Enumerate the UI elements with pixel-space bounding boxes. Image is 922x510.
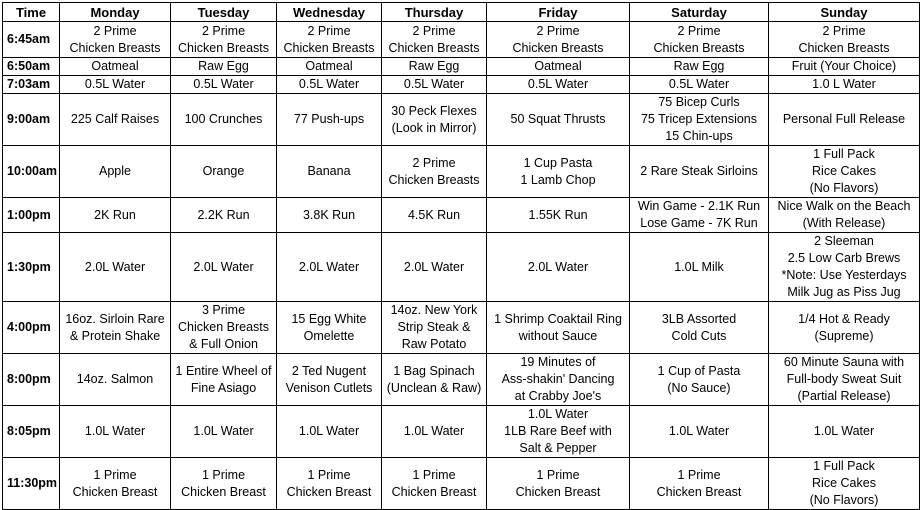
cell-saturday <box>630 58 769 76</box>
cell-friday <box>487 76 630 94</box>
cell-line: Chicken Breast <box>72 484 158 499</box>
col-header-thursday: Thursday <box>382 3 487 22</box>
cell-line: Chicken Breasts <box>177 320 269 334</box>
time-cell: 6:45am <box>3 22 60 58</box>
table-row <box>3 406 920 458</box>
col-header-time: Time <box>3 3 60 22</box>
cell-line: 2 Prime <box>822 23 866 38</box>
cell-line: 1 Prime <box>677 467 721 482</box>
cell-line: 1.0L Water <box>403 424 465 438</box>
table-row <box>3 58 920 76</box>
cell-line: 1 Prime <box>536 467 580 482</box>
time-cell: 6:50am <box>3 58 60 76</box>
cell-line: 1 Prime <box>93 467 137 482</box>
cell-line: & Full Onion <box>189 337 258 351</box>
cell-line: 15 Egg White <box>291 311 367 326</box>
cell-line: Oatmeal <box>305 59 353 73</box>
col-header-tuesday: Tuesday <box>171 3 277 22</box>
cell-line: 2.0L Water <box>403 259 465 274</box>
cell-wednesday <box>277 58 382 76</box>
table-row <box>3 354 920 406</box>
cell-line: 2K Run <box>94 207 136 222</box>
cell-line: 3LB Assorted <box>661 311 737 326</box>
cell-line: Fruit (Your Choice) <box>791 59 897 73</box>
cell-line: at Crabby Joe's <box>514 389 602 403</box>
cell-line: Banana <box>307 164 351 178</box>
cell-friday <box>487 146 630 198</box>
cell-tuesday <box>171 198 277 233</box>
cell-line: 15 Chin-ups <box>665 129 733 143</box>
cell-line: 1LB Rare Beef with <box>504 424 612 438</box>
cell-line: 1.0L Milk <box>674 259 724 274</box>
table-row <box>3 233 920 302</box>
table-row <box>3 198 920 233</box>
cell-line: Raw Egg <box>408 59 460 73</box>
cell-line: Omelette <box>303 328 355 343</box>
col-header-monday: Monday <box>60 3 171 22</box>
cell-saturday <box>630 406 769 458</box>
table-row <box>3 302 920 354</box>
cell-wednesday <box>277 458 382 510</box>
cell-line: Chicken Breasts <box>512 40 604 55</box>
schedule-table <box>2 2 920 510</box>
cell-line: 1 Prime <box>201 467 246 482</box>
cell-sunday <box>769 94 920 146</box>
col-header-saturday: Saturday <box>630 3 769 22</box>
cell-line: Full-body Sweat Suit <box>786 372 902 386</box>
cell-monday <box>60 302 171 354</box>
cell-line: Chicken Breasts <box>69 40 161 55</box>
cell-sunday <box>769 354 920 406</box>
cell-line: Raw Potato <box>401 337 467 351</box>
table-row <box>3 94 920 146</box>
cell-friday <box>487 302 630 354</box>
time-cell: 8:00pm <box>3 354 60 406</box>
cell-line: 225 Calf Raises <box>70 112 160 126</box>
cell-line: 14oz. Salmon <box>76 372 154 386</box>
cell-line: 30 Peck Flexes <box>391 103 477 118</box>
cell-monday <box>60 354 171 406</box>
cell-line: Chicken Breasts <box>653 40 745 55</box>
cell-wednesday <box>277 233 382 302</box>
cell-thursday <box>382 22 487 58</box>
cell-line: 1 Prime <box>307 467 351 482</box>
cell-wednesday <box>277 406 382 458</box>
cell-line: 1.0L Water <box>298 424 360 438</box>
cell-line: 16oz. Sirloin Rare <box>65 311 165 326</box>
cell-line: & Protein Shake <box>69 328 161 343</box>
cell-line: 1.0L Water <box>668 424 730 438</box>
cell-line: 1 Lamb Chop <box>520 172 596 187</box>
cell-line: 0.5L Water <box>193 77 254 91</box>
cell-line: Oatmeal <box>91 59 139 73</box>
cell-line: 0.5L Water <box>403 77 465 91</box>
col-header-wednesday: Wednesday <box>277 3 382 22</box>
cell-line: (Look in Mirror) <box>391 120 477 135</box>
cell-tuesday <box>171 406 277 458</box>
cell-line: 2.0L Water <box>84 259 146 274</box>
cell-line: Personal Full Release <box>782 112 906 126</box>
cell-line: 2 Prime <box>677 23 721 38</box>
cell-thursday <box>382 406 487 458</box>
cell-line: 2.0L Water <box>527 259 589 274</box>
cell-line: 4.5K Run <box>407 207 461 222</box>
cell-line: Fine Asiago <box>190 380 257 395</box>
cell-saturday <box>630 76 769 94</box>
cell-line: 1.0L Water <box>84 424 146 438</box>
cell-line: Chicken Breast <box>656 484 742 499</box>
cell-line: 2.5 Low Carb Brews <box>787 251 901 265</box>
cell-saturday <box>630 354 769 406</box>
cell-line: Orange <box>202 164 245 178</box>
col-header-sunday: Sunday <box>769 3 920 22</box>
cell-line: 3 Prime <box>201 303 246 317</box>
cell-line: 1 Cup Pasta <box>523 155 593 170</box>
time-cell: 4:00pm <box>3 302 60 354</box>
cell-tuesday <box>171 58 277 76</box>
cell-line: Raw Egg <box>673 59 725 73</box>
cell-sunday <box>769 76 920 94</box>
cell-line: 2 Prime <box>412 155 456 170</box>
cell-saturday <box>630 94 769 146</box>
cell-line: Chicken Breasts <box>388 40 480 55</box>
cell-friday <box>487 58 630 76</box>
cell-tuesday <box>171 76 277 94</box>
cell-line: 2 Sleeman <box>814 234 874 248</box>
cell-line: 1/4 Hot & Ready <box>798 311 890 326</box>
table-row <box>3 146 920 198</box>
cell-line: Chicken Breast <box>286 484 372 499</box>
cell-line: 75 Bicep Curls <box>658 95 740 109</box>
cell-line: 1.0L Water <box>527 407 589 421</box>
cell-line: (No Flavors) <box>809 493 879 507</box>
cell-line: 60 Minute Sauna with <box>783 355 905 369</box>
cell-thursday <box>382 354 487 406</box>
cell-line: without Sauce <box>518 328 598 343</box>
cell-line: 1.55K Run <box>528 207 588 222</box>
cell-line: 1 Prime <box>412 467 456 482</box>
schedule-body <box>3 22 920 510</box>
cell-thursday <box>382 58 487 76</box>
header-row <box>3 3 920 22</box>
cell-friday <box>487 94 630 146</box>
cell-monday <box>60 233 171 302</box>
cell-line: 50 Squat Thrusts <box>510 112 606 126</box>
cell-monday <box>60 146 171 198</box>
cell-monday <box>60 406 171 458</box>
cell-friday <box>487 458 630 510</box>
cell-thursday <box>382 94 487 146</box>
cell-wednesday <box>277 198 382 233</box>
cell-wednesday <box>277 94 382 146</box>
cell-tuesday <box>171 354 277 406</box>
cell-wednesday <box>277 302 382 354</box>
cell-line: (With Release) <box>802 216 886 230</box>
cell-line: 75 Tricep Extensions <box>640 112 758 126</box>
cell-sunday <box>769 198 920 233</box>
cell-line: 2 Prime <box>307 23 351 38</box>
cell-monday <box>60 22 171 58</box>
cell-line: 1 Entire Wheel of <box>175 363 272 378</box>
cell-line: Cold Cuts <box>671 328 727 343</box>
cell-line: 77 Push-ups <box>293 112 365 126</box>
cell-thursday <box>382 76 487 94</box>
cell-line: 1 Shrimp Coaktail Ring <box>494 311 622 326</box>
cell-line: Win Game - 2.1K Run <box>637 199 761 213</box>
cell-line: Ass-shakin' Dancing <box>501 372 615 386</box>
cell-line: 1 Bag Spinach <box>393 363 475 378</box>
cell-wednesday <box>277 354 382 406</box>
cell-line: (Partial Release) <box>797 389 891 403</box>
cell-saturday <box>630 146 769 198</box>
cell-line: 2.0L Water <box>193 259 254 274</box>
cell-line: Strip Steak & <box>397 320 471 334</box>
cell-saturday <box>630 302 769 354</box>
cell-wednesday <box>277 76 382 94</box>
cell-line: Milk Jug as Piss Jug <box>787 285 901 299</box>
cell-line: Lose Game - 7K Run <box>640 216 758 230</box>
cell-line: Apple <box>99 164 131 178</box>
time-cell: 1:30pm <box>3 233 60 302</box>
cell-line: 0.5L Water <box>668 77 730 91</box>
cell-friday <box>487 233 630 302</box>
cell-line: Chicken Breast <box>515 484 601 499</box>
cell-line: Chicken Breasts <box>798 40 890 55</box>
cell-line: 1 Cup of Pasta <box>657 363 741 378</box>
cell-line: 0.5L Water <box>527 77 589 91</box>
cell-friday <box>487 354 630 406</box>
cell-saturday <box>630 233 769 302</box>
table-row <box>3 22 920 58</box>
cell-thursday <box>382 198 487 233</box>
cell-monday <box>60 76 171 94</box>
cell-saturday <box>630 22 769 58</box>
cell-line: Chicken Breasts <box>388 172 480 187</box>
table-row <box>3 76 920 94</box>
cell-line: 3.8K Run <box>302 207 356 222</box>
cell-tuesday <box>171 458 277 510</box>
cell-line: Chicken Breasts <box>283 40 375 55</box>
cell-line: Rice Cakes <box>812 476 876 490</box>
time-cell: 9:00am <box>3 94 60 146</box>
cell-thursday <box>382 458 487 510</box>
cell-line: Chicken Breast <box>181 484 266 499</box>
cell-sunday <box>769 302 920 354</box>
cell-wednesday <box>277 146 382 198</box>
cell-line: 1.0L Water <box>813 424 875 438</box>
cell-line: 2.2K Run <box>197 207 250 222</box>
cell-line: 0.5L Water <box>84 77 146 91</box>
cell-monday <box>60 198 171 233</box>
cell-line: Nice Walk on the Beach <box>777 199 911 213</box>
cell-line: 0.5L Water <box>298 77 360 91</box>
cell-line: 2 Prime <box>536 23 580 38</box>
time-cell: 7:03am <box>3 76 60 94</box>
cell-saturday <box>630 458 769 510</box>
cell-line: (Supreme) <box>814 328 874 343</box>
cell-line: Chicken Breasts <box>177 40 269 55</box>
cell-monday <box>60 94 171 146</box>
cell-line: Raw Egg <box>198 59 249 73</box>
col-header-friday: Friday <box>487 3 630 22</box>
cell-line: 19 Minutes of <box>520 355 596 369</box>
time-cell: 1:00pm <box>3 198 60 233</box>
cell-thursday <box>382 233 487 302</box>
cell-saturday <box>630 198 769 233</box>
cell-line: 1.0 L Water <box>812 77 876 91</box>
cell-line: 2.0L Water <box>298 259 360 274</box>
cell-line: Venison Cutlets <box>285 380 373 395</box>
cell-line: Chicken Breast <box>391 484 477 499</box>
time-cell: 11:30pm <box>3 458 60 510</box>
cell-line: 2 Prime <box>201 23 246 38</box>
cell-sunday <box>769 233 920 302</box>
cell-line: 2 Prime <box>93 23 137 38</box>
cell-sunday <box>769 146 920 198</box>
time-cell: 8:05pm <box>3 406 60 458</box>
cell-tuesday <box>171 146 277 198</box>
cell-line: 2 Rare Steak Sirloins <box>640 164 758 178</box>
cell-monday <box>60 58 171 76</box>
time-cell: 10:00am <box>3 146 60 198</box>
cell-line: Salt & Pepper <box>519 441 597 455</box>
cell-tuesday <box>171 233 277 302</box>
cell-tuesday <box>171 94 277 146</box>
cell-sunday <box>769 406 920 458</box>
cell-line: (No Sauce) <box>667 380 731 395</box>
cell-line: Rice Cakes <box>812 164 876 178</box>
cell-tuesday <box>171 22 277 58</box>
cell-line: Oatmeal <box>534 59 582 73</box>
cell-line: 2 Prime <box>412 23 456 38</box>
cell-monday <box>60 458 171 510</box>
cell-sunday <box>769 58 920 76</box>
cell-thursday <box>382 146 487 198</box>
cell-line: 100 Crunches <box>184 112 263 126</box>
cell-line: 1 Full Pack <box>813 147 875 161</box>
cell-thursday <box>382 302 487 354</box>
cell-line: (Unclean & Raw) <box>386 380 482 395</box>
cell-line: 2 Ted Nugent <box>291 363 367 378</box>
cell-tuesday <box>171 302 277 354</box>
cell-friday <box>487 22 630 58</box>
table-row <box>3 458 920 510</box>
cell-sunday <box>769 22 920 58</box>
cell-line: *Note: Use Yesterdays <box>781 268 907 282</box>
cell-line: 1 Full Pack <box>813 459 875 473</box>
cell-friday <box>487 406 630 458</box>
cell-line: (No Flavors) <box>809 181 879 195</box>
cell-wednesday <box>277 22 382 58</box>
cell-line: 14oz. New York <box>390 303 478 317</box>
cell-friday <box>487 198 630 233</box>
cell-sunday <box>769 458 920 510</box>
cell-line: 1.0L Water <box>193 424 254 438</box>
